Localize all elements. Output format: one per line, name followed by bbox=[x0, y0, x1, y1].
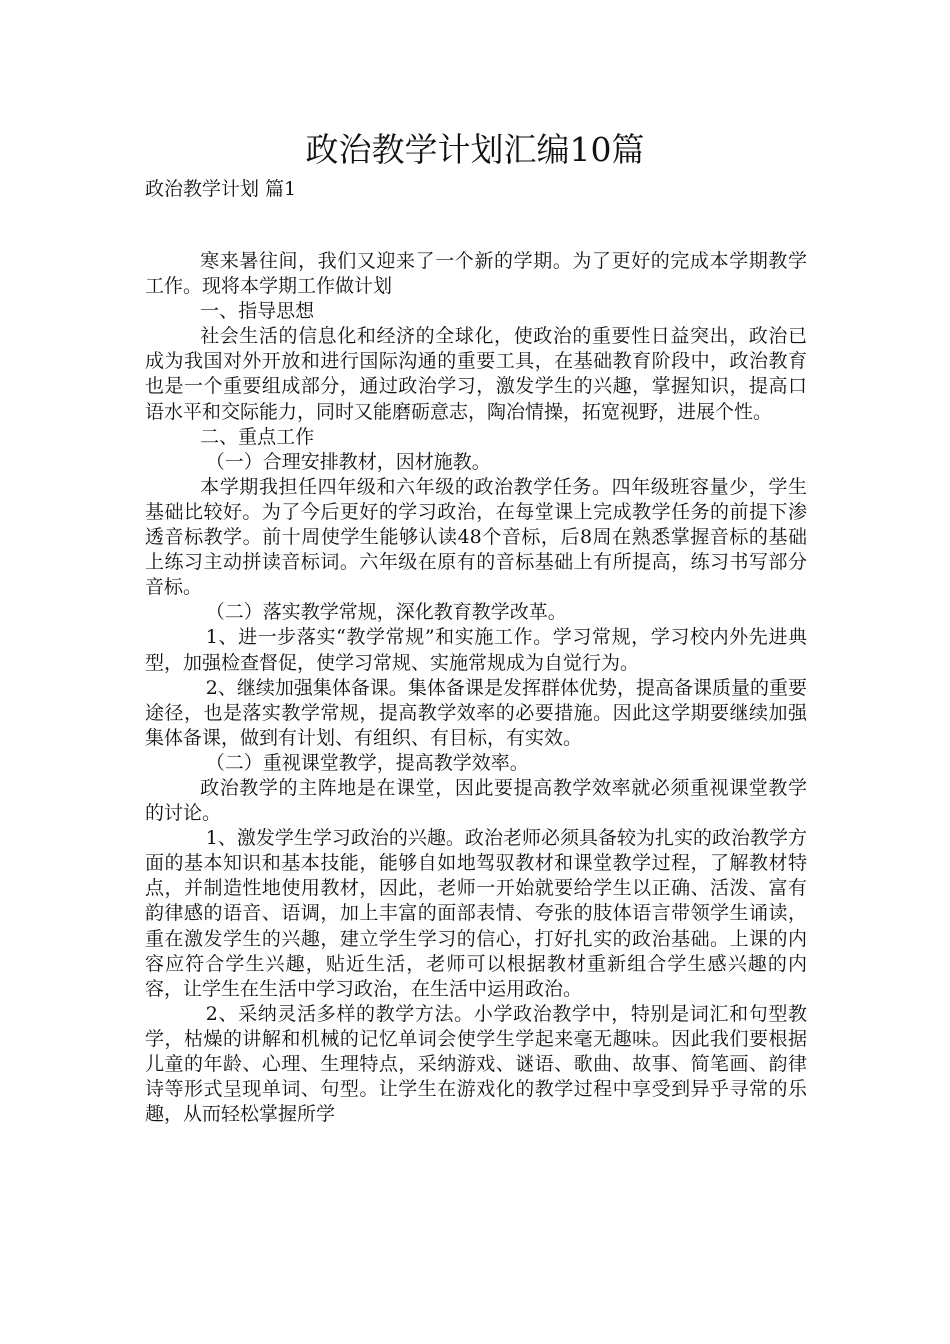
paragraph: 2、采纳灵活多样的教学方法。小学政治教学中，特别是词汇和句型教学，枯燥的讲解和机械的记忆单词会使学生学起来毫无趣味。因此我们要根据儿童的年龄、心理、生理特点，采纳游戏、谜语、歌曲、故事、简笔画、韵律诗等形式呈现单词、句型。让学生在游戏化的教学过程中享受到异乎寻常的乐趣，从而轻松掌握所学 bbox=[145, 1002, 807, 1126]
subsection-heading: （二）重视课堂教学，提高教学效率。 bbox=[205, 751, 529, 774]
subsection-heading: （一）合理安排教材，因材施教。 bbox=[205, 450, 491, 473]
paragraph: 1、激发学生学习政治的兴趣。政治老师必须具备较为扎实的政治教学方面的基本知识和基本技能，能够自如地驾驭教材和课堂教学过程，了解教材特点，并制造性地使用教材，因此，老师一开始就要给学生以正确、活泼、富有韵律感的语音、语调，加上丰富的面部表情、夸张的肢体语言带领学生诵读，重在激发学生的兴趣，建立学生学习的信心，打好扎实的政治基础。上课的内容应符合学生兴趣，贴近生活，老师可以根据教材重新组合学生感兴趣的内容，让学生在生活中学习政治，在生活中运用政治。 bbox=[145, 827, 807, 1000]
paragraph: 1、进一步落实“教学常规”和实施工作。学习常规，学习校内外先进典型，加强检查督促，使学习常规、实施常规成为自觉行为。 bbox=[145, 626, 807, 674]
section-heading: 二、重点工作 bbox=[200, 425, 315, 448]
section-heading: 一、指导思想 bbox=[200, 300, 315, 323]
paragraph: 本学期我担任四年级和六年级的政治教学任务。四年级班容量少，学生基础比较好。为了今后更好的学习政治，在每堂课上完成教学任务的前提下渗透音标教学。前十周使学生能够认读48个音标，后8周在熟悉掌握音标的基础上练习主动拼读音标词。六年级在原有的音标基础上有所提高，练习书写部分音标。 bbox=[145, 475, 807, 599]
paragraph-intro: 寒来暑往间，我们又迎来了一个新的学期。为了更好的完成本学期教学工作。现将本学期工作做计划 bbox=[145, 250, 807, 298]
paragraph: 政治教学的主阵地是在课堂，因此要提高教学效率就必须重视课堂教学的讨论。 bbox=[145, 776, 807, 825]
document-subtitle: 政治教学计划 篇1 bbox=[145, 178, 297, 200]
document-body bbox=[145, 249, 807, 1127]
document-title: 政治教学计划汇编10篇 bbox=[305, 130, 645, 169]
paragraph: 社会生活的信息化和经济的全球化，使政治的重要性日益突出，政治已成为我国对外开放和进行国际沟通的重要工具，在基础教育阶段中，政治教育也是一个重要组成部分，通过政治学习，激发学生的兴趣，掌握知识，提高口语水平和交际能力，同时又能磨砺意志，陶冶情操，拓宽视野，进展个性。 bbox=[145, 325, 807, 423]
subsection-heading: （二）落实教学常规，深化教育教学改革。 bbox=[205, 601, 567, 624]
paragraph: 2、继续加强集体备课。集体备课是发挥群体优势，提高备课质量的重要途径，也是落实教学常规，提高教学效率的必要措施。因此这学期要继续加强集体备课，做到有计划、有组织、有目标，有实效。 bbox=[145, 676, 807, 749]
